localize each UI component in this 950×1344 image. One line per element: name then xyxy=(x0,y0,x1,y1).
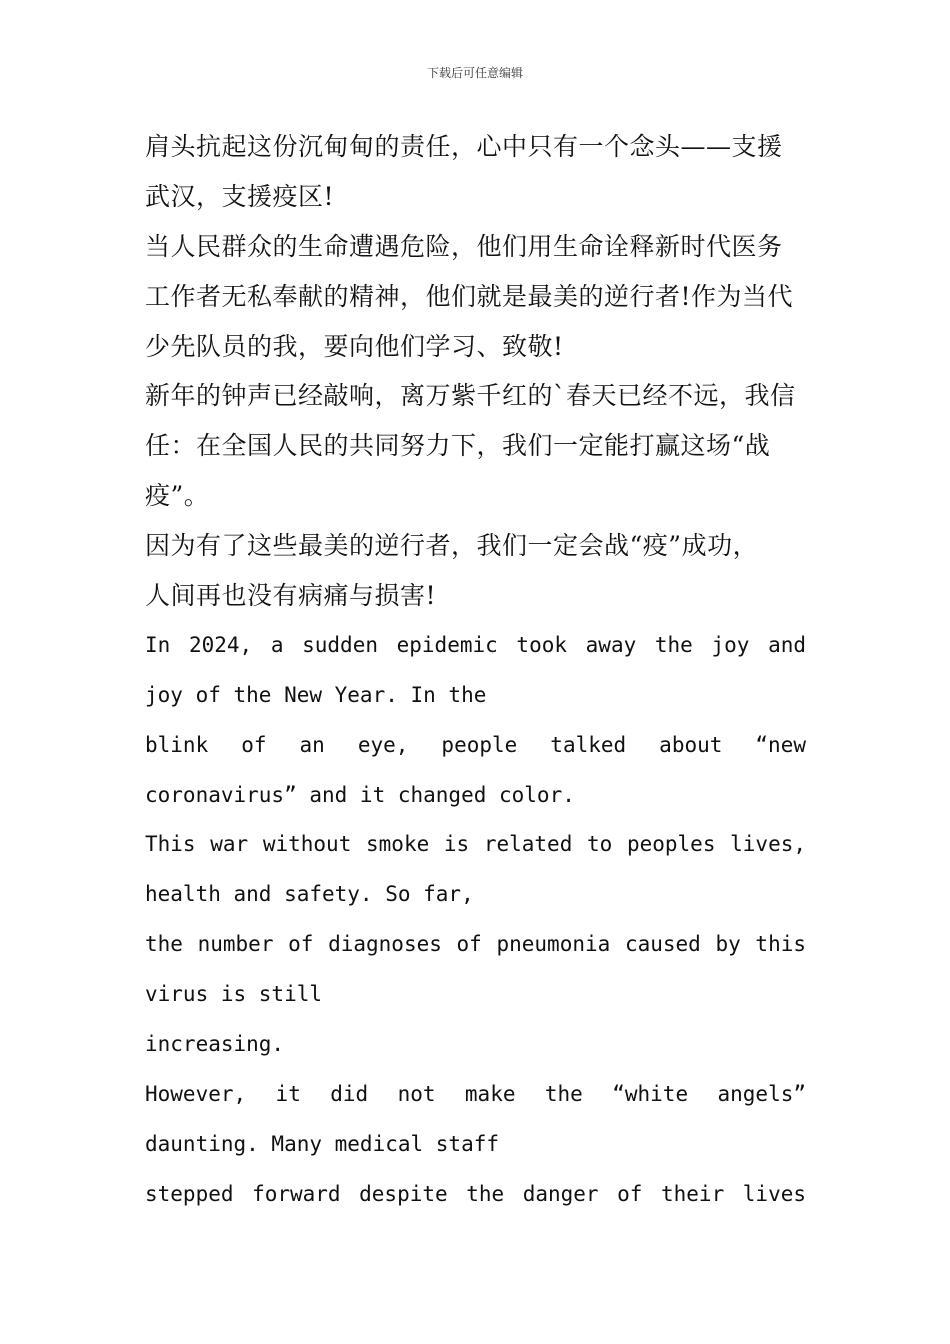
text-line: 工作者无私奉献的精神，他们就是最美的逆行者!作为当代 xyxy=(145,281,794,311)
text-line: However, it did not make the “white angels” xyxy=(145,1081,806,1106)
text-line: 新年的钟声已经敲响，离万紫千红的`春天已经不远，我信 xyxy=(145,381,796,411)
text-line: 人间再也没有病痛与损害! xyxy=(145,581,437,611)
text-line: 少先队员的我，要向他们学习、致敬! xyxy=(145,331,564,361)
text-line: health and safety. So far, xyxy=(145,882,474,907)
text-line: daunting. Many medical staff xyxy=(145,1131,500,1156)
page-header: 下载后可任意编辑 xyxy=(426,66,523,80)
text-line: coronavirus” and it changed color. xyxy=(145,782,575,807)
text-line: 肩头抗起这份沉甸甸的责任，心中只有一个念头——支援 xyxy=(145,132,783,161)
text-line: blink of an eye, people talked about “new xyxy=(145,732,806,757)
text-line: 任：在全国人民的共同努力下，我们一定能打赢这场“战 xyxy=(145,431,771,461)
text-line: virus is still xyxy=(145,982,323,1007)
text-line: 疫”。 xyxy=(145,481,210,511)
text-line: the number of diagnoses of pneumonia caused by this xyxy=(145,932,806,957)
text-line: 因为有了这些最美的逆行者，我们一定会战“疫”成功， xyxy=(145,531,759,561)
text-line: stepped forward despite the danger of their lives xyxy=(145,1181,806,1206)
text-line: In 2024, a sudden epidemic took away the joy and xyxy=(145,632,806,657)
text-line: joy of the New Year. In the xyxy=(145,682,487,707)
document-body xyxy=(145,122,806,1220)
text-line: 武汉，支援疫区! xyxy=(145,181,335,211)
text-line: increasing. xyxy=(145,1032,285,1057)
text-line: 当人民群众的生命遭遇危险，他们用生命诠释新时代医务 xyxy=(145,231,783,261)
text-line: This war without smoke is related to peoples lives, xyxy=(145,832,806,857)
